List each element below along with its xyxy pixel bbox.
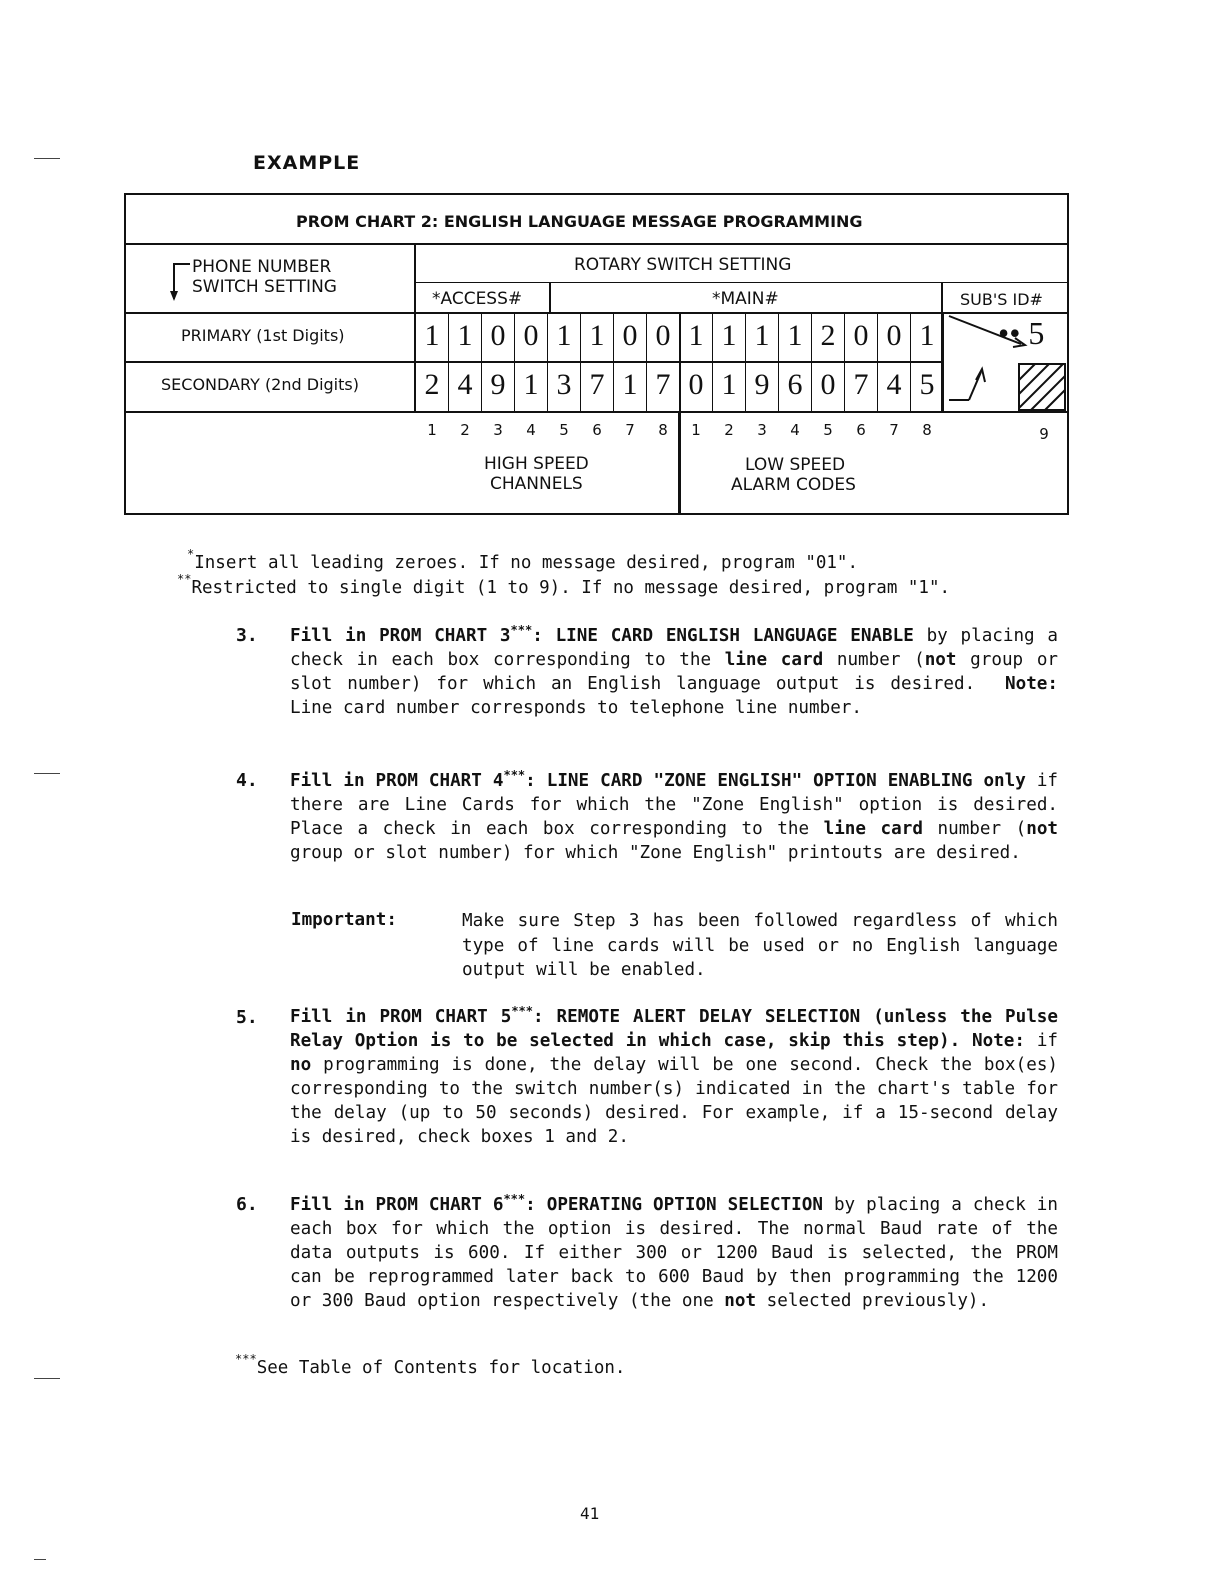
secondary-digit-11: 9 — [754, 368, 770, 401]
chart-line — [126, 411, 1067, 413]
step-3-text-3: group or slot number) for which an English language output is desired. — [290, 650, 1059, 694]
step-3-heading: : LINE CARD ENGLISH LANGUAGE ENABLE — [532, 626, 914, 646]
primary-digit-3: 0 — [490, 319, 506, 352]
page-number: 41 — [580, 1504, 600, 1523]
column-number-16: 8 — [922, 421, 932, 439]
note-1-mark: * — [187, 547, 195, 561]
step-4-sup: *** — [503, 768, 526, 782]
important-text: Make sure Step 3 has been followed regardless of which type of line cards will be used or no English language output will be enabled. — [462, 911, 1058, 980]
column-number-3: 3 — [493, 421, 503, 439]
note-2-mark: ** — [177, 572, 192, 586]
secondary-label: SECONDARY (2nd Digits) — [161, 375, 359, 394]
step-5-heading: : REMOTE ALERT DELAY SELECTION (unless the Pulse Relay Option is to be selected in which case, skip this step). Note: — [290, 1007, 1058, 1051]
secondary-digit-6: 7 — [589, 368, 605, 401]
primary-digit-16: 1 — [919, 319, 935, 352]
switch-setting-label: SWITCH SETTING — [192, 277, 337, 297]
secondary-digit-15: 4 — [886, 368, 902, 401]
primary-digit-13: 2 — [820, 319, 836, 352]
secondary-digit-9: 0 — [688, 368, 704, 401]
step-4-text-1: if there are Line Cards for which the "Zone English" option is desired. Place a check in each box corresponding to the — [290, 771, 1058, 839]
step-4-title: Fill in PROM CHART 4 — [290, 771, 504, 791]
chart-line — [126, 312, 1067, 314]
column-number-15: 7 — [889, 421, 899, 439]
step-5-no: no — [290, 1055, 312, 1075]
column-number-5: 5 — [559, 421, 569, 439]
step-3-sup: *** — [510, 623, 533, 637]
column-number-11: 3 — [757, 421, 767, 439]
primary-digit-10: 1 — [721, 319, 737, 352]
chart-title: PROM CHART 2: ENGLISH LANGUAGE MESSAGE PROGRAMMING — [296, 212, 863, 231]
primary-digit-14: 0 — [853, 319, 869, 352]
rotary-switch-setting-label: ROTARY SWITCH SETTING — [574, 255, 792, 275]
step-3-text-2: number ( — [836, 650, 925, 670]
step-3-text-1: by placing a check in each box corresponding to the — [290, 626, 1059, 670]
phone-number-label: PHONE NUMBER — [192, 257, 332, 277]
primary-digit-5: 1 — [556, 319, 572, 352]
column-number-10: 2 — [724, 421, 734, 439]
secondary-digit-5: 3 — [556, 368, 572, 401]
secondary-digit-16: 5 — [919, 368, 935, 401]
column-number-2: 2 — [460, 421, 470, 439]
column-number-12: 4 — [790, 421, 800, 439]
column-number-7: 7 — [625, 421, 635, 439]
primary-digit-6: 1 — [589, 319, 605, 352]
step-5-paragraph — [290, 1005, 1058, 1149]
step-3-title: Fill in PROM CHART 3 — [290, 626, 511, 646]
primary-digit-7: 0 — [622, 319, 638, 352]
chart-line — [126, 361, 943, 363]
primary-digit-15: 0 — [886, 319, 902, 352]
column-number-13: 5 — [823, 421, 833, 439]
step-3-note: Note: — [1005, 674, 1058, 694]
step-6-not: not — [724, 1291, 757, 1311]
step-6-text-2: selected previously). — [766, 1291, 990, 1311]
note-2 — [177, 572, 951, 598]
column-number-4: 4 — [526, 421, 536, 439]
step-6-heading: : OPERATING OPTION SELECTION — [525, 1195, 823, 1215]
scan-mark — [34, 158, 60, 159]
footnote — [235, 1352, 626, 1378]
step-6-text-1: by placing a check in each box for which the option is desired. The normal Baud rate of the data outputs is 600. If either 300 or 1200 Baud is selected, the PROM can be reprogrammed later back to 600 Baud by then programming the 1200 or 300 Baud option respectively (the one — [290, 1195, 1058, 1311]
scan-mark — [34, 773, 60, 774]
step-4-paragraph — [290, 769, 1058, 865]
column-number-9: 1 — [691, 421, 701, 439]
step-4-not: not — [1026, 819, 1059, 839]
step-4-text-3: group or slot number) for which "Zone English" printouts are desired. — [290, 843, 1021, 863]
secondary-digit-12: 6 — [787, 368, 803, 401]
step-6-sup: *** — [503, 1192, 526, 1206]
primary-digit-9: 1 — [688, 319, 704, 352]
footnote-text: See Table of Contents for location. — [256, 1358, 626, 1378]
step-3-not: not — [924, 650, 957, 670]
step-4-heading: : LINE CARD "ZONE ENGLISH" OPTION ENABLING only — [525, 771, 1026, 791]
step-4-line-card: line card — [823, 819, 923, 839]
secondary-digit-10: 1 — [721, 368, 737, 401]
primary-label: PRIMARY (1st Digits) — [181, 326, 345, 345]
secondary-digit-2: 4 — [457, 368, 473, 401]
secondary-digit-4: 1 — [523, 368, 539, 401]
step-5-text-2: programming is done, the delay will be one second. Check the box(es) corresponding to the switch number(s) indicated in the chart's table for the delay (up to 50 seconds) desired. For example, if a 15-second delay is desired, check boxes 1 and 2. — [290, 1055, 1058, 1147]
bracket-arrow-icon — [164, 261, 194, 305]
column-number-1: 1 — [427, 421, 437, 439]
step-5-number: 5. — [236, 1007, 258, 1028]
subs-id-label: SUB'S ID# — [960, 290, 1043, 309]
prom-chart-2 — [124, 193, 1069, 515]
step-5-sup: *** — [511, 1004, 533, 1018]
chart-line — [549, 282, 551, 313]
step-3-number: 3. — [236, 625, 258, 646]
column-number-8: 8 — [658, 421, 668, 439]
step-5-text-1: if — [1036, 1031, 1059, 1051]
step-6-number: 6. — [236, 1194, 258, 1215]
secondary-digit-7: 1 — [622, 368, 638, 401]
chart-line — [414, 282, 1067, 283]
access-label: *ACCESS# — [432, 289, 523, 309]
channels-label: CHANNELS — [490, 474, 583, 494]
primary-digit-8: 0 — [655, 319, 671, 352]
primary-digit-11: 1 — [754, 319, 770, 352]
important-label: Important: — [291, 910, 397, 930]
alarm-codes-label: ALARM CODES — [731, 475, 856, 495]
footnote-mark: *** — [235, 1352, 257, 1366]
column-number-6: 6 — [592, 421, 602, 439]
secondary-digit-8: 7 — [655, 368, 671, 401]
primary-digit-1: 1 — [424, 319, 440, 352]
column-number-14: 6 — [856, 421, 866, 439]
high-speed-label: HIGH SPEED — [484, 454, 589, 474]
step-5-title: Fill in PROM CHART 5 — [290, 1007, 512, 1027]
primary-digit-12: 1 — [787, 319, 803, 352]
scan-mark — [34, 1378, 60, 1379]
step-6-title: Fill in PROM CHART 6 — [290, 1195, 504, 1215]
primary-digit-4: 0 — [523, 319, 539, 352]
secondary-digit-3: 9 — [490, 368, 506, 401]
column-number-subs: 9 — [1039, 425, 1049, 443]
note-1 — [187, 547, 858, 573]
step-4-number: 4. — [236, 770, 258, 791]
step-3-text-4: Line card number corresponds to telephone line number. — [290, 698, 862, 718]
step-6-paragraph — [290, 1193, 1058, 1313]
example-heading: EXAMPLE — [253, 152, 361, 174]
primary-digit-2: 1 — [457, 319, 473, 352]
chart-line — [126, 243, 1067, 245]
secondary-digit-1: 2 — [424, 368, 440, 401]
step-3-line-card: line card — [724, 650, 824, 670]
low-speed-label: LOW SPEED — [745, 455, 846, 475]
step-3-paragraph — [290, 624, 1058, 720]
secondary-digit-14: 7 — [853, 368, 869, 401]
step-4-text-2: number ( — [937, 819, 1027, 839]
secondary-digit-13: 0 — [820, 368, 836, 401]
subs-id-primary-value: •• 5 — [998, 315, 1045, 351]
scan-mark — [34, 1559, 46, 1560]
note-2-text: Restricted to single digit (1 to 9). If no message desired, program "1". — [191, 578, 951, 598]
main-label: *MAIN# — [712, 289, 779, 309]
note-1-text: Insert all leading zeroes. If no message desired, program "01". — [194, 553, 858, 573]
